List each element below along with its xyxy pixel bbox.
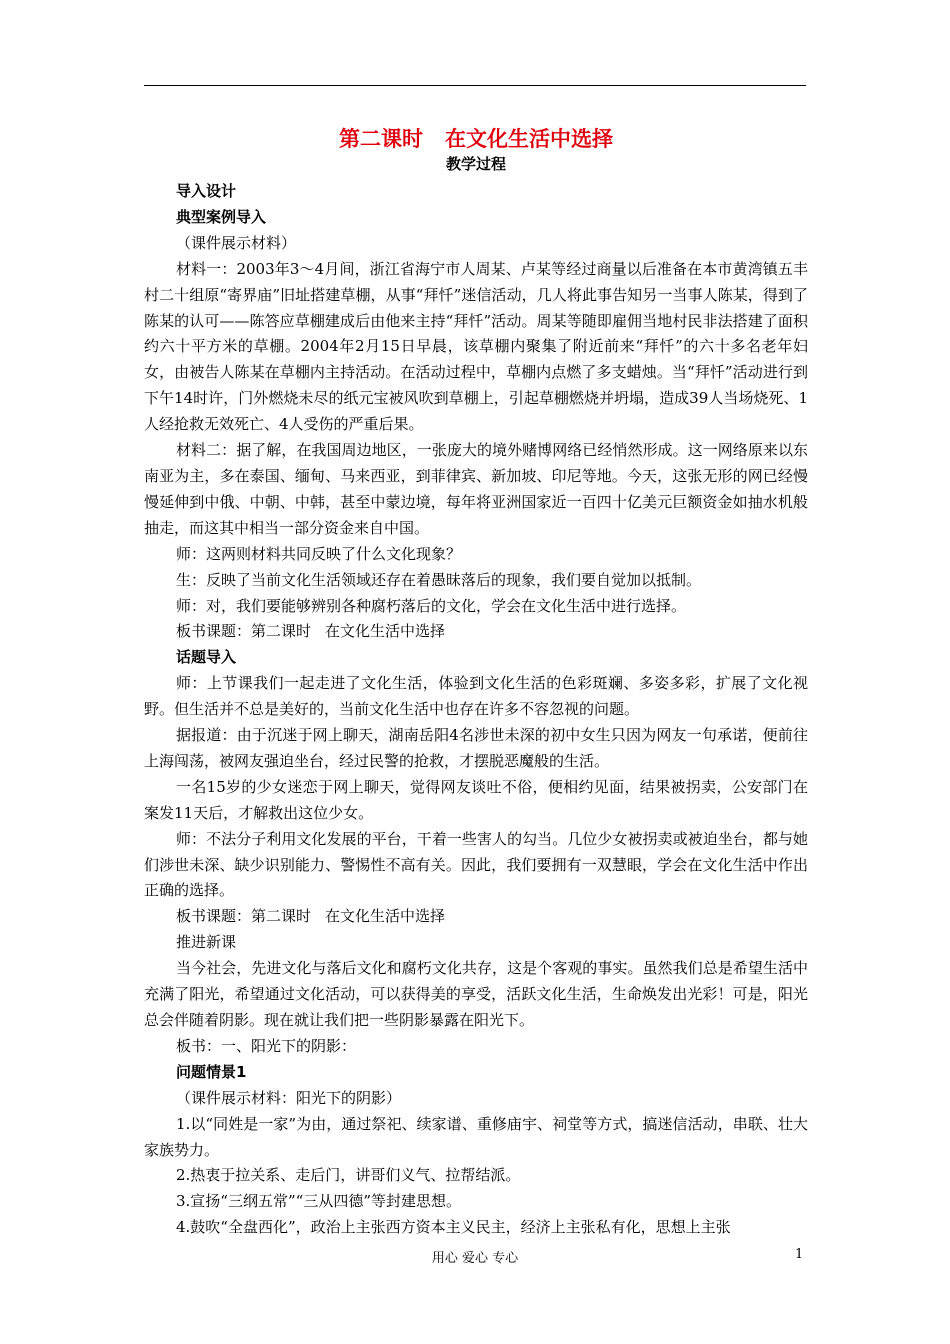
paragraph: 据报道：由于沉迷于网上聊天，湖南岳阳4名涉世未深的初中女生只因为网友一句承诺，便前往上海闯荡，被网友强迫坐台，经过民警的抢救，才摆脱恶魔般的生活。 bbox=[144, 726, 808, 770]
paragraph: 推进新课 bbox=[176, 933, 237, 952]
paragraph: 师：对，我们要能够辨别各种腐朽落后的文化，学会在文化生活中进行选择。 bbox=[176, 596, 687, 615]
paragraph: （课件展示材料） bbox=[176, 233, 297, 252]
paragraph: 师：上节课我们一起走进了文化生活，体验到文化生活的色彩斑斓、多姿多彩，扩展了文化视野。但生活并不总是美好的，当前文化生活中也存在许多不容忽视的问题。 bbox=[144, 674, 808, 719]
paragraph: 4.鼓吹“全盘西化”，政治上主张西方资本主义民主，经济上主张私有化，思想上主张 bbox=[176, 1218, 731, 1237]
board-suffix: 在文化生活中选择 bbox=[325, 622, 446, 641]
board-prefix: 板书课题：第二课时 bbox=[176, 907, 312, 926]
paragraph: 当今社会，先进文化与落后文化和腐朽文化共存，这是个客观的事实。虽然我们总是希望生活中充满了阳光，希望通过文化活动，可以获得美的享受，活跃文化生活，生命焕发出光彩！可是，阳光总会伴随着阴影。现在就让我们把一些阴影暴露在阳光下。 bbox=[144, 959, 808, 1029]
board-prefix: 板书课题：第二课时 bbox=[176, 622, 312, 641]
board-suffix: 在文化生活中选择 bbox=[325, 907, 446, 926]
section-heading: 问题情景1 bbox=[176, 1062, 247, 1081]
document-subtitle: 教学过程 bbox=[445, 155, 506, 173]
paragraph: 1.以“同姓是一家”为由，通过祭祀、续家谱、重修庙宇、祠堂等方式，搞迷信活动，串联、壮大家族势力。 bbox=[144, 1114, 808, 1159]
paragraph: 师：不法分子利用文化发展的平台，干着一些害人的勾当。几位少女被拐卖或被迫坐台，都与她们涉世未深、缺少识别能力、警惕性不高有关。因此，我们要拥有一双慧眼，学会在文化生活中作出正确的选择。 bbox=[144, 829, 808, 900]
board-paragraph bbox=[144, 619, 808, 645]
document-body bbox=[144, 126, 808, 1241]
paragraph-list bbox=[144, 179, 808, 1241]
paragraph: （课件展示材料：阳光下的阴影） bbox=[176, 1088, 402, 1107]
paragraph: 生：反映了当前文化生活领域还存在着愚昧落后的现象，我们要自觉加以抵制。 bbox=[176, 570, 702, 589]
paragraph: 3.宣扬“三纲五常”“三从四德”等封建思想。 bbox=[176, 1192, 461, 1211]
board-paragraph bbox=[144, 904, 808, 930]
document-title bbox=[144, 126, 808, 152]
section-heading: 典型案例导入 bbox=[176, 207, 267, 226]
title-lesson: 第二课时 bbox=[339, 127, 423, 151]
section-heading: 话题导入 bbox=[176, 648, 237, 667]
paragraph: 师：这两则材料共同反映了什么文化现象？ bbox=[176, 544, 462, 563]
header-rule bbox=[144, 85, 806, 86]
paragraph: 材料一：2003年3～4月间，浙江省海宁市人周某、卢某等经过商量以后准备在本市黄湾镇五丰村二十组原“寄界庙”旧址搭建草棚，从事“拜忏”迷信活动，几人将此事告知另一当事人陈某，得到了陈某的认可——陈答应草棚建成后由他来主持“拜忏”活动。周某等随即雇佣当地村民非法搭建了面积约六十平方米的草棚。2004年2月15日早晨，该草棚内聚集了附近前来“拜忏”的六十多名老年妇女，由被告人陈某在草棚内主持活动。在活动过程中，草棚内点燃了多支蜡烛。当“拜忏”活动进行到下午14时许，门外燃烧未尽的纸元宝被风吹到草棚上，引起草棚燃烧并坍塌，造成39人当场烧死、1人经抢救无效死亡、4人受伤的严重后果。 bbox=[144, 259, 808, 434]
section-heading: 导入设计 bbox=[176, 182, 237, 200]
paragraph: 板书：一、阳光下的阴影： bbox=[176, 1036, 357, 1055]
footer-text: 用心 爱心 专心 bbox=[431, 1251, 519, 1266]
paragraph: 材料二：据了解，在我国周边地区，一张庞大的境外赌博网络已经悄然形成。这一网络原来以东南亚为主，多在泰国、缅甸、马来西亚，到菲律宾、新加坡、印尼等地。今天，这张无形的网已经慢慢延伸到中俄、中朝、中韩，甚至中蒙边境，每年将亚洲国家近一百四十亿美元巨额资金如抽水机般抽走，而这其中相当一部分资金来自中国。 bbox=[144, 441, 808, 537]
paragraph: 一名15岁的少女迷恋于网上聊天，觉得网友谈吐不俗，便相约见面，结果被拐卖，公安部门在案发11天后，才解救出这位少女。 bbox=[144, 777, 808, 822]
page-number: 1 bbox=[795, 1247, 804, 1262]
title-topic: 在文化生活中选择 bbox=[445, 127, 613, 151]
paragraph: 2.热衷于拉关系、走后门，讲哥们义气、拉帮结派。 bbox=[176, 1166, 521, 1185]
